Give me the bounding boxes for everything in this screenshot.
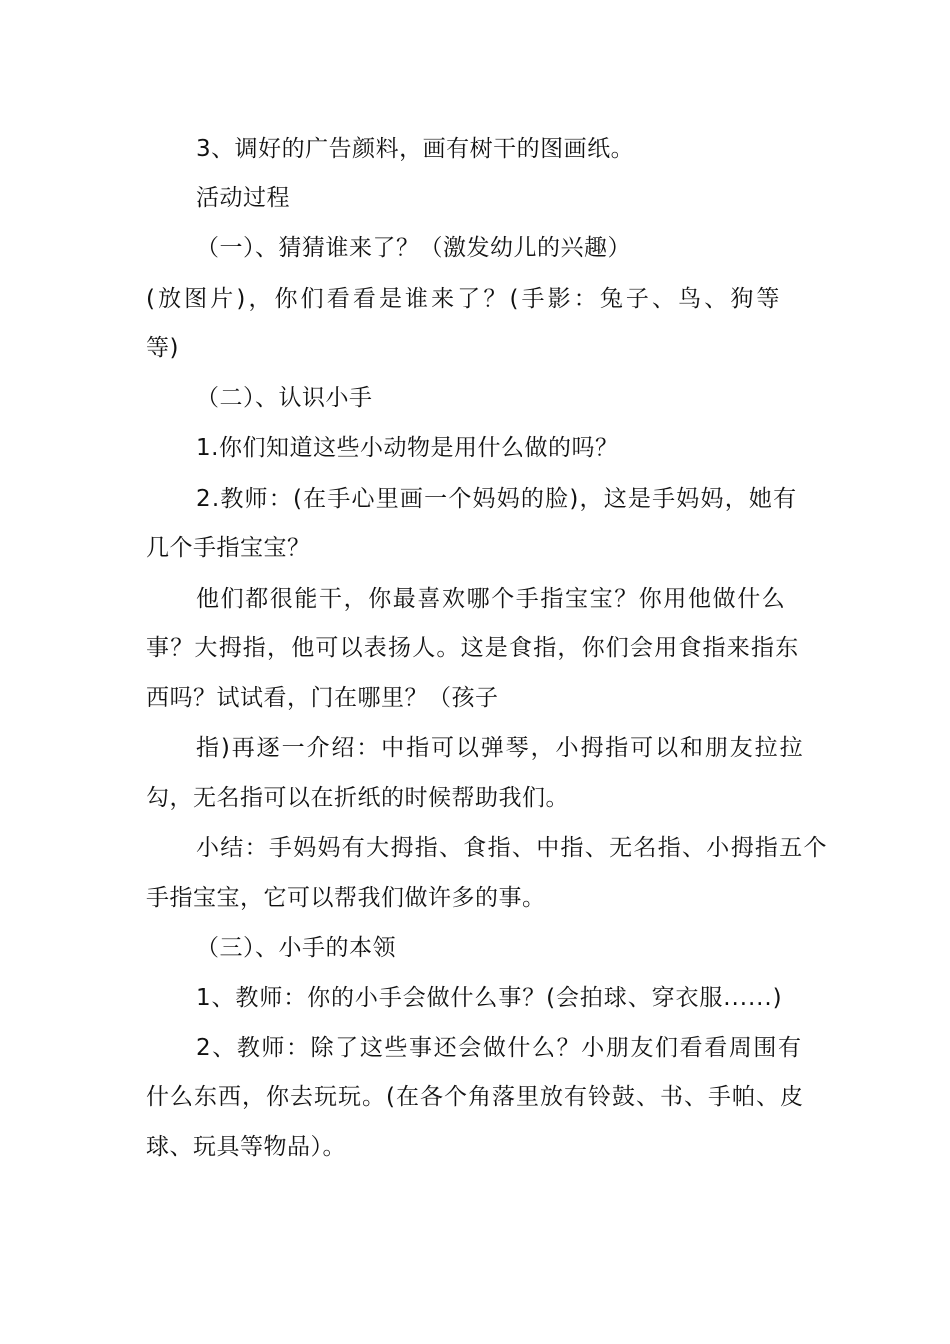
- paragraph-line: 几个手指宝宝？: [146, 535, 311, 561]
- paragraph-line: 2、教师：除了这些事还会做什么？小朋友们看看周围有: [196, 1035, 803, 1061]
- summary-line: 手指宝宝，它可以帮我们做许多的事。: [146, 885, 546, 911]
- materials-item-3: 3、调好的广告颜料，画有树干的图画纸。: [196, 136, 635, 162]
- paragraph-line: 等): [146, 335, 179, 361]
- step-3-heading: （三）、小手的本领: [196, 935, 396, 961]
- paragraph-line: 勾，无名指可以在折纸的时候帮助我们。: [146, 785, 569, 811]
- section-heading-process: 活动过程: [196, 185, 290, 211]
- paragraph-line: 西吗？试试看，门在哪里？（孩子: [146, 685, 499, 711]
- paragraph-line: 1、教师：你的小手会做什么事？(会拍球、穿衣服......): [196, 985, 783, 1011]
- paragraph-line: 什么东西，你去玩玩。(在各个角落里放有铃鼓、书、手帕、皮: [146, 1084, 804, 1110]
- paragraph-line: 事？大拇指，他可以表扬人。这是食指，你们会用食指来指东: [146, 635, 800, 661]
- step-2-heading: （二）、认识小手: [196, 385, 373, 411]
- paragraph-line: 2.教师：(在手心里画一个妈妈的脸)，这是手妈妈，她有: [196, 486, 798, 512]
- paragraph-line: 1.你们知道这些小动物是用什么做的吗？: [196, 435, 619, 461]
- paragraph-line: 球、玩具等物品）。: [146, 1134, 346, 1160]
- step-1-heading: （一）、猜猜谁来了？（激发幼儿的兴趣）: [196, 235, 631, 261]
- paragraph-line: 他们都很能干，你最喜欢哪个手指宝宝？你用他做什么: [196, 586, 787, 612]
- paragraph-line: 指)再逐一介绍：中指可以弹琴，小拇指可以和朋友拉拉: [196, 735, 805, 761]
- summary-line: 小结：手妈妈有大拇指、食指、中指、无名指、小拇指五个: [196, 835, 828, 861]
- paragraph-line: (放图片)，你们看看是谁来了？(手影：兔子、鸟、狗等: [146, 286, 783, 312]
